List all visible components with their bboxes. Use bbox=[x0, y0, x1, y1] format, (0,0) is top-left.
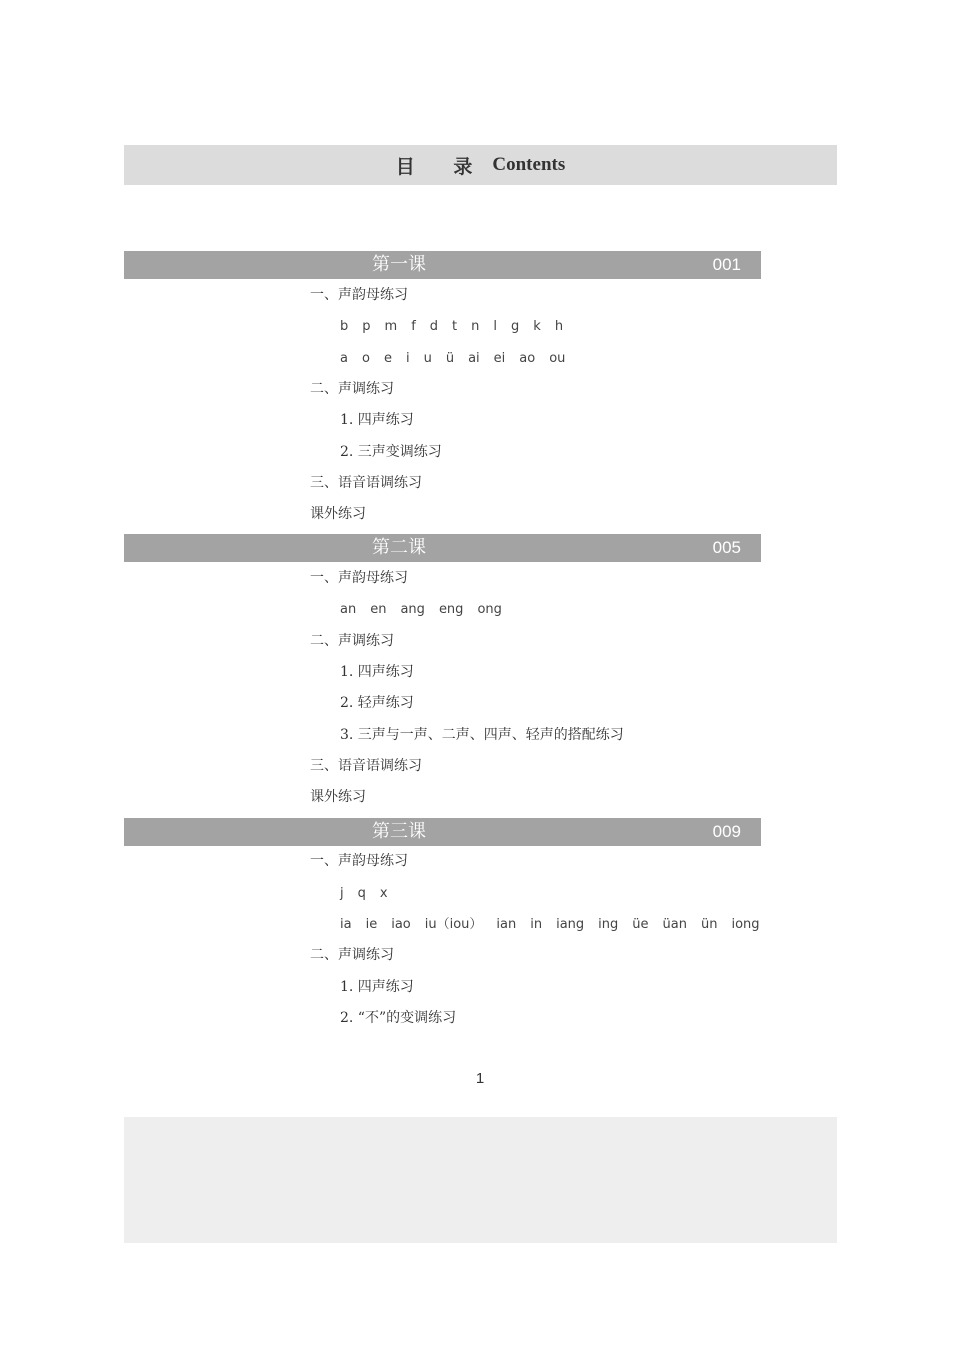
pinyin-item: o bbox=[361, 351, 370, 366]
pinyin-item: n bbox=[471, 319, 480, 334]
lesson-3-section-1[interactable]: 一、声韵母练习 bbox=[310, 853, 408, 869]
lesson-3-finals bbox=[340, 915, 774, 935]
pinyin-item: x bbox=[379, 886, 388, 901]
pinyin-item: l bbox=[493, 319, 498, 334]
lesson-1-initials bbox=[340, 317, 577, 337]
pinyin-item: üan bbox=[662, 917, 687, 932]
lesson-3-header[interactable] bbox=[124, 818, 761, 846]
pinyin-item: ia bbox=[340, 917, 352, 932]
lesson-1-subsection-1[interactable]: 1. 四声练习 bbox=[340, 412, 414, 428]
pinyin-item: b bbox=[340, 319, 349, 334]
pinyin-item: q bbox=[357, 886, 366, 901]
pinyin-item: iang bbox=[556, 917, 585, 932]
pinyin-item: t bbox=[452, 319, 458, 334]
lesson-2-section-3[interactable]: 三、语音语调练习 bbox=[310, 758, 422, 774]
pinyin-item: iu（iou） bbox=[424, 917, 483, 932]
lesson-3-page: 009 bbox=[712, 822, 741, 841]
lesson-3-title: 第三课 bbox=[372, 821, 426, 842]
lesson-3-initials bbox=[340, 884, 402, 904]
pinyin-item: e bbox=[383, 351, 392, 366]
lesson-2-page: 005 bbox=[712, 538, 741, 557]
lesson-1-header[interactable] bbox=[124, 251, 761, 279]
pinyin-item: ong bbox=[477, 602, 502, 617]
lesson-3-subsection-2[interactable]: 2. “不”的变调练习 bbox=[340, 1010, 457, 1026]
pinyin-item: ang bbox=[400, 602, 425, 617]
lesson-2-finals bbox=[340, 600, 516, 620]
lesson-2-section-1[interactable]: 一、声韵母练习 bbox=[310, 570, 408, 586]
pinyin-item: m bbox=[384, 319, 398, 334]
pinyin-item: iong bbox=[731, 917, 760, 932]
lesson-2-title: 第二课 bbox=[372, 537, 426, 558]
title-english: Contents bbox=[492, 154, 566, 175]
pinyin-item: u bbox=[423, 351, 432, 366]
title-chinese: 目 录 bbox=[395, 155, 489, 178]
lesson-2-extra-practice[interactable]: 课外练习 bbox=[310, 789, 366, 805]
lesson-1-section-1[interactable]: 一、声韵母练习 bbox=[310, 287, 408, 303]
lesson-1-subsection-2[interactable]: 2. 三声变调练习 bbox=[340, 444, 442, 460]
pinyin-item: in bbox=[530, 917, 543, 932]
pinyin-item: ü bbox=[445, 351, 455, 366]
pinyin-item: ou bbox=[549, 351, 566, 366]
pinyin-item: ün bbox=[700, 917, 718, 932]
pinyin-item: j bbox=[340, 886, 344, 901]
lesson-1-page: 001 bbox=[712, 255, 741, 274]
pinyin-item: an bbox=[340, 602, 357, 617]
pinyin-item: iao bbox=[391, 917, 411, 932]
lesson-2-subsection-3[interactable]: 3. 三声与一声、二声、四声、轻声的搭配练习 bbox=[340, 727, 624, 743]
pinyin-item: d bbox=[429, 319, 439, 334]
pinyin-item: ai bbox=[468, 351, 480, 366]
bottom-gray-panel bbox=[124, 1117, 837, 1243]
pinyin-item: h bbox=[554, 319, 564, 334]
lesson-2-section-2[interactable]: 二、声调练习 bbox=[310, 633, 394, 649]
pinyin-item: ie bbox=[365, 917, 378, 932]
lesson-1-section-2[interactable]: 二、声调练习 bbox=[310, 381, 394, 397]
lesson-2-subsection-1[interactable]: 1. 四声练习 bbox=[340, 664, 414, 680]
lesson-1-finals bbox=[340, 349, 579, 369]
pinyin-item: g bbox=[511, 319, 520, 334]
pinyin-item: ing bbox=[598, 917, 619, 932]
page-number: 1 bbox=[475, 1070, 485, 1087]
pinyin-item: ao bbox=[519, 351, 536, 366]
pinyin-item: a bbox=[340, 351, 348, 366]
lesson-2-subsection-2[interactable]: 2. 轻声练习 bbox=[340, 695, 414, 711]
lesson-3-subsection-1[interactable]: 1. 四声练习 bbox=[340, 979, 414, 995]
pinyin-item: k bbox=[533, 319, 541, 334]
lesson-3-section-2[interactable]: 二、声调练习 bbox=[310, 947, 394, 963]
lesson-1-extra-practice[interactable]: 课外练习 bbox=[310, 506, 366, 522]
lesson-2-header[interactable] bbox=[124, 534, 761, 562]
contents-title-bar bbox=[124, 145, 837, 185]
lesson-1-title: 第一课 bbox=[372, 254, 426, 275]
pinyin-item: en bbox=[370, 602, 387, 617]
lesson-1-section-3[interactable]: 三、语音语调练习 bbox=[310, 475, 422, 491]
pinyin-item: ei bbox=[493, 351, 506, 366]
pinyin-item: üe bbox=[632, 917, 649, 932]
pinyin-item: eng bbox=[438, 602, 464, 617]
pinyin-item: ian bbox=[496, 917, 517, 932]
pinyin-item: f bbox=[411, 319, 416, 334]
pinyin-item: i bbox=[405, 351, 410, 366]
pinyin-item: p bbox=[362, 319, 371, 334]
